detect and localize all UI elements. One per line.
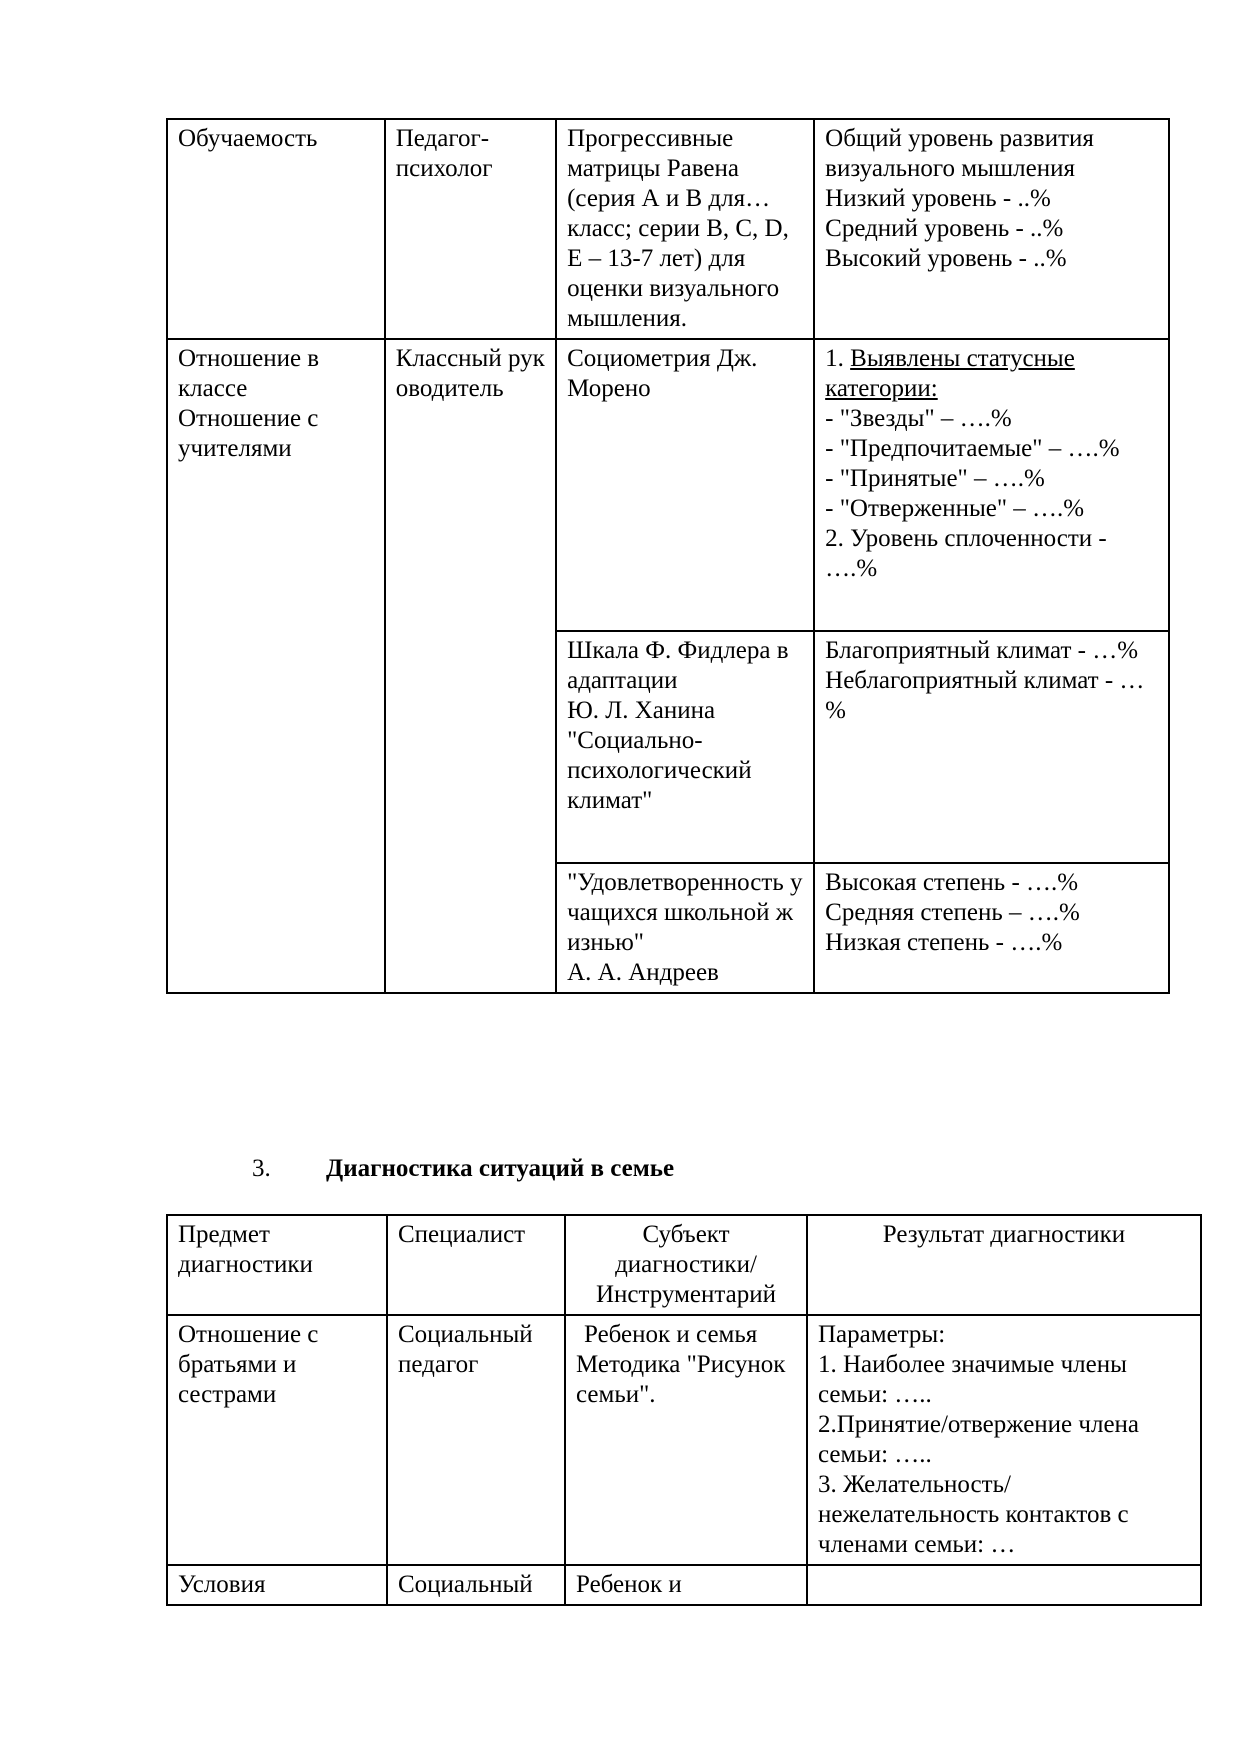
result-line: Средний уровень - ..% xyxy=(825,215,1064,242)
header-specialist: Специалист xyxy=(398,1221,526,1248)
table-cell xyxy=(807,1315,1201,1565)
method-line: "Социально-психологический климат" xyxy=(567,727,752,814)
specialist-text: Социальный xyxy=(398,1571,533,1598)
table-cell xyxy=(565,1315,807,1565)
method-text: Социометрия Дж. Морено xyxy=(567,345,758,402)
table-cell xyxy=(387,1565,565,1605)
result-line: Низкая степень - ….% xyxy=(825,929,1063,956)
method-line: Ю. Л. Ханина xyxy=(567,697,716,724)
result-line: - "Звезды" – ….% xyxy=(825,405,1012,432)
specialist-text: Классный руководитель xyxy=(395,345,545,402)
table-cell xyxy=(167,339,385,993)
method-text: Прогрессивные матрицы Равена (серия А и В для…класс; серии В, С, D, Е – 13-7 лет) для оценки визуального мышления. xyxy=(567,125,789,332)
header-subject: Предмет диагностики xyxy=(178,1221,313,1278)
table-row xyxy=(167,1315,1201,1565)
result-line: Общий уровень развития визуального мышления xyxy=(825,125,1094,182)
table-cell xyxy=(385,339,556,993)
method-line: Ребенок и семья xyxy=(584,1321,758,1348)
diagnostics-table-2 xyxy=(166,1214,1202,1606)
header-result: Результат диагностики xyxy=(882,1221,1126,1248)
result-line: 3. Желательность/ нежелательность контактов с членами семьи: … xyxy=(818,1471,1129,1558)
table-row xyxy=(167,339,1169,631)
result-line: Благоприятный климат - …% xyxy=(825,637,1139,664)
table-header-cell xyxy=(387,1215,565,1315)
table-cell xyxy=(387,1315,565,1565)
table-header-row xyxy=(167,1215,1201,1315)
result-line: - "Предпочитаемые" – ….% xyxy=(825,435,1120,462)
method-line: Шкала Ф. Фидлера в адаптации xyxy=(567,637,789,694)
table-header-cell xyxy=(807,1215,1201,1315)
table-cell xyxy=(385,119,556,339)
table-cell xyxy=(556,631,814,863)
table-cell xyxy=(556,119,814,339)
result-line: 2.Принятие/отвержение члена семьи: ….. xyxy=(818,1411,1140,1468)
result-line: 2. Уровень сплоченности - ….% xyxy=(825,525,1107,582)
table-cell xyxy=(814,339,1169,631)
diagnostics-table-1 xyxy=(166,118,1170,994)
table-cell xyxy=(167,1315,387,1565)
result-line: Низкий уровень - ..% xyxy=(825,185,1051,212)
specialist-text: Социальный педагог xyxy=(398,1321,533,1378)
specialist-text: Педагог-психолог xyxy=(395,125,493,182)
table-cell xyxy=(556,863,814,993)
result-line: Высокая степень - ….% xyxy=(825,869,1079,896)
section-title: Диагностика ситуаций в семье xyxy=(326,1155,675,1182)
method-line: Методика "Рисунок семьи". xyxy=(576,1351,786,1408)
table-cell xyxy=(807,1565,1201,1605)
section-number: 3. xyxy=(252,1155,271,1182)
method-line: А. А. Андреев xyxy=(567,959,719,986)
table-header-cell xyxy=(565,1215,807,1315)
header-method: Субъект диагностики/ Инструментарий xyxy=(596,1221,776,1308)
table-cell xyxy=(814,119,1169,339)
subject-text: Отношение с братьями и сестрами xyxy=(178,1321,319,1408)
method-text: Ребенок и xyxy=(576,1571,682,1598)
table-cell xyxy=(814,863,1169,993)
table-cell xyxy=(565,1565,807,1605)
result-line: - "Принятые" – ….% xyxy=(825,465,1045,492)
result-line: 1. Наиболее значимые члены семьи: ….. xyxy=(818,1351,1127,1408)
subject-text: Обучаемость xyxy=(178,125,318,152)
result-underlined: Выявлены статусные категории: xyxy=(825,345,1075,402)
subject-line: Отношение в классе xyxy=(178,345,320,402)
result-number: 1. xyxy=(825,345,844,372)
result-line: - "Отверженные" – ….% xyxy=(825,495,1085,522)
table-cell xyxy=(814,631,1169,863)
result-line: Средняя степень – ….% xyxy=(825,899,1080,926)
subject-text: Условия xyxy=(178,1571,266,1598)
result-line: Неблагоприятный климат - …% xyxy=(825,667,1145,724)
result-line: Параметры: xyxy=(818,1321,946,1348)
method-line: "Удовлетворенность учащихся школьной жизнью" xyxy=(567,869,803,956)
table-header-cell xyxy=(167,1215,387,1315)
table-cell xyxy=(556,339,814,631)
subject-line: Отношение с учителями xyxy=(178,405,319,462)
table-cell xyxy=(167,1565,387,1605)
table-row xyxy=(167,119,1169,339)
result-line: Высокий уровень - ..% xyxy=(825,245,1067,272)
table-cell xyxy=(167,119,385,339)
table-row xyxy=(167,1565,1201,1605)
section-heading xyxy=(252,1154,674,1184)
